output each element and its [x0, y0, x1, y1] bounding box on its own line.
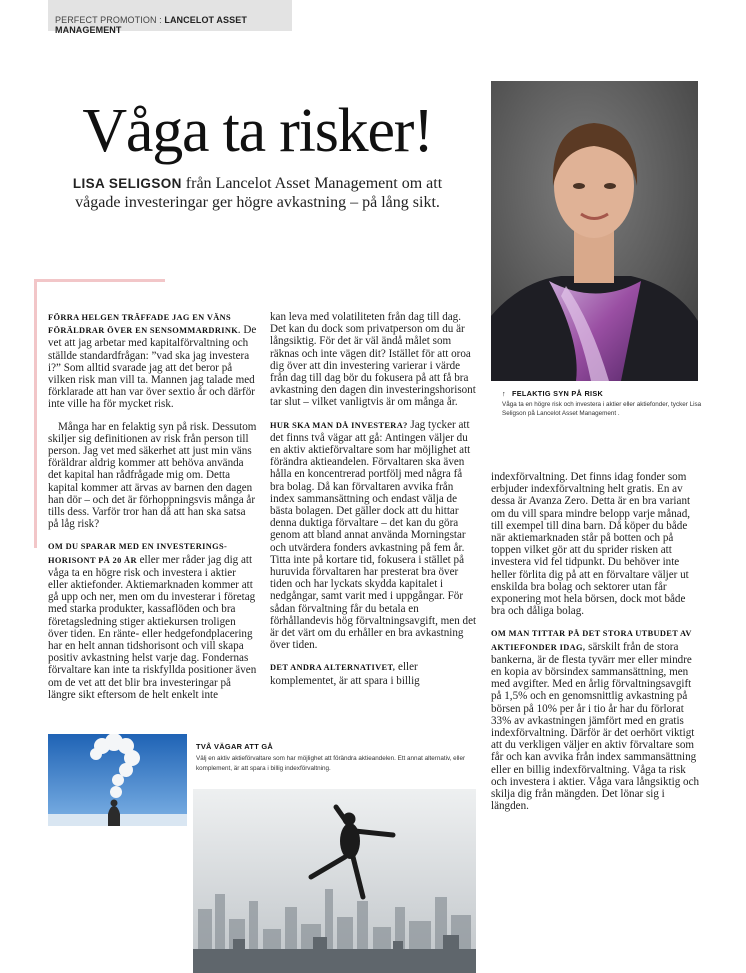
decorative-vertical-rule	[34, 279, 37, 548]
paragraph	[270, 661, 478, 686]
images-caption-text: Välj en aktiv aktieförvaltare som har möjlighet att förändra aktieandelen. Ett annat alternativ, eller komplement, är att spara i billig indexförvaltning.	[196, 755, 466, 772]
paragraph-text: Jag tycker att det finns två vägar att gå: Antingen väljer du en aktiv aktieförvaltare som har möjlighet att förändra aktieandelen. Förvaltaren ska även hålla en koncentrerad portfölj med några få bra bolag. Då kan förvaltaren avvika från index sammansättning och endast välja de bästa bolagen. Det gäller dock att du hittar denna duktiga förvaltare – det kan du göra genom att bland annat använda Morningstar och utvärdera fonders avkastning på fem år. Titta inte på kortare tid, fokusera i stället på huruvida förvaltaren har presterat bra över tiden och har lyckats skydda kapitalet i nedgångar, samt varit med i uppgångar. För sådan förvaltning får du betala en förhållandevis hög förvaltningsavgift, men det är det värt om du erhåller en bra avkastning över tiden.	[270, 418, 477, 652]
paragraph-text: kan leva med volatiliteten från dag till dag. Det kan du dock som privatperson om du är långsiktig. För det är väl ändå målet som räknas och inte vägen dit? Istället för att oroa dig över att din investering varierar i värde från dag till dag bör du fokusera på att få bra avkastning den dagen din investeringshorisont tar slut – vilket vanligtvis är om många år.	[270, 311, 476, 409]
paragraph-text: indexförvaltning. Det finns idag fonder som erbjuder indexförvaltning helt gratis. En av dessa är Avanza Zero. Detta är en bra variant om du vill spara mindre belopp varje månad, till exempel till dina barn. Då köper du både när aktiemarknaden står på botten och på toppen vilket gör att du sprider risken att investera vid fel tidpunkt. Du behöver inte heller förlita dig på att en förvaltare väljer ut enskilda bra bolag och sektorer utan får exponering mot hela börsen, dock mot både bra och dåliga bolag.	[491, 471, 691, 618]
portrait-caption-text: Våga ta en högre risk och investera i aktier eller aktiefonder, tycker Lisa Seligson på Lancelot Asset Management .	[502, 401, 702, 417]
paragraph-text: eller mer råder jag dig att våga ta en högre risk och investera i aktier eller aktiefonder. Aktiemarknaden kommer att gå upp och ner, men om du investerar i företag med starka produkter, kassaflöden och bra företagsledning stiger aktiekursen troligen över tiden. En ränte- eller hedgefondplacering har en helt annan tidshorisont och vill skapa positiv avkastning helst varje dag. Fondernas förvaltare kan inte ta riskfyllda positioner även om de vet att det blir bra investeringar på längre sikt eftersom de helt enkelt inte	[48, 553, 257, 701]
article-column-1	[48, 311, 257, 711]
paragraph	[270, 419, 478, 652]
section-label: PERFECT PROMOTION	[55, 15, 157, 25]
portrait-caption-title	[502, 389, 702, 398]
paragraph	[48, 311, 257, 411]
paragraph-lead: OM DU SPARAR MED EN INVESTERINGS-HORISONT PÅ 20 ÅR	[48, 542, 228, 565]
paragraph	[48, 421, 257, 531]
company-label: LANCELOT ASSET MANAGEMENT	[55, 15, 247, 35]
header-separator: :	[156, 15, 165, 25]
caption-title-text: FELAKTIG SYN PÅ RISK	[511, 389, 604, 398]
paragraph-lead: OM MAN TITTAR PÅ DET STORA UTBUDET AV AKTIEFONDER IDAG,	[491, 629, 692, 652]
sky-question-mark-photo	[48, 734, 187, 826]
intro-author: LISA SELIGSON	[72, 176, 182, 191]
paragraph-text: särskilt från de stora bankerna, är de flesta tyvärr mer eller mindre en kopia av börsindex sammansättning, men med avgifter. Med en årlig förvaltningsavgift på 1,5% och en genomsnittlig avkastning på börsen på 10% per år i tio år har du förlorat 33% av avkastningen jämfört med en gratis indexförvaltning. Därför är det oerhört viktigt att du verkligen väljer en aktiv förvaltare som får och kan avvika från index sammansättning eller en billig indexförvaltning. Våga ta risk och investera i aktier. Våga vara långsiktig och skilja dig från mängden. Det lönar sig i längden.	[491, 640, 700, 813]
paragraph	[491, 471, 700, 617]
article-column-2	[270, 311, 478, 697]
article-column-3	[491, 471, 700, 822]
paragraph-lead: FÖRRA HELGEN TRÄFFADE JAG EN VÄNS FÖRÄLDRAR ÖVER EN SENSOMMARDRINK.	[48, 313, 241, 336]
paragraph-text: De vet att jag arbetar med kapitalförvaltning och ställde standardfrågan: ”vad ska jag investera i?” Som alltid svarade jag att det beror på vilken risk man vill ta. Mannen jag talade med förklarade att han var över sextio år och därför inte ville ha för mycket risk.	[48, 324, 257, 411]
paragraph	[48, 540, 257, 701]
article-intro	[70, 174, 445, 212]
paragraph-text: eller komplementet, är att spara i billig	[270, 661, 420, 687]
decorative-rule	[34, 279, 165, 282]
images-caption-title: TVÅ VÄGAR ATT GÅ	[196, 742, 274, 751]
article-title: Våga ta risker!	[82, 97, 433, 165]
skydiver-city-photo	[193, 789, 476, 973]
section-header	[48, 0, 292, 35]
paragraph-lead: DET ANDRA ALTERNATIVET,	[270, 663, 396, 673]
arrow-up-icon: ↑	[502, 389, 506, 398]
paragraph	[491, 627, 700, 812]
paragraph-lead: HUR SKA MAN DÅ INVESTERA?	[270, 420, 408, 430]
paragraph-text: Många har en felaktig syn på risk. Dessutom skiljer sig definitionen av risk från person till person. Jag vet med säkerhet att just min väns föräldrar aldrig kommer att behöva använda det kapital han rådfrågade mig om. Detta kapital kommer att ärvas av barnen den dagen han dör – och det är förhoppningsvis många år tills dess. Varför tror han då att han ska satsa på låg risk?	[48, 420, 257, 531]
intro-text: från Lancelot Asset Management om att vågade investeringar ger högre avkastning – på lång sikt.	[75, 175, 443, 211]
portrait-photo	[491, 81, 698, 381]
paragraph	[270, 311, 478, 409]
